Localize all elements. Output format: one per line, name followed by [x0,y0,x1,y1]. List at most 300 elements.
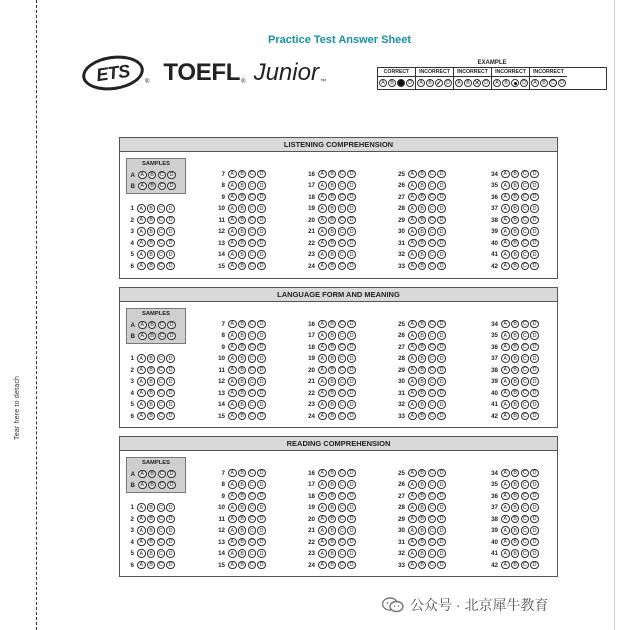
answer-bubble-b[interactable]: B [418,469,427,478]
answer-bubble-a[interactable]: A [228,366,237,375]
answer-bubble-c[interactable]: C [428,204,437,213]
answer-bubble-b[interactable]: B [238,181,247,190]
answer-bubble-a[interactable]: A [137,250,146,259]
answer-bubble-d[interactable]: D [437,250,446,259]
answer-bubble-d[interactable]: D [257,377,266,386]
answer-bubble-c[interactable]: C [521,216,530,225]
answer-bubble-d[interactable]: D [530,320,539,329]
answer-bubble-b[interactable]: B [511,354,520,363]
answer-bubble-c[interactable]: C [521,354,530,363]
answer-bubble-c[interactable]: C [521,250,530,259]
answer-bubble-d[interactable]: D [437,469,446,478]
answer-bubble-d[interactable]: D [257,503,266,512]
answer-bubble-d[interactable]: D [437,366,446,375]
answer-bubble-c[interactable]: C [157,549,166,558]
answer-bubble-c[interactable]: C [157,412,166,421]
answer-bubble-b[interactable]: B [147,262,156,271]
answer-bubble-d[interactable]: D [257,204,266,213]
answer-bubble-c[interactable]: C [338,181,347,190]
answer-bubble-d[interactable]: D [347,538,356,547]
answer-bubble-d[interactable]: D [167,171,176,180]
answer-bubble-c[interactable]: C [521,492,530,501]
answer-bubble-c[interactable]: C [338,204,347,213]
answer-bubble-a[interactable]: A [501,492,510,501]
answer-bubble-b[interactable]: B [238,262,247,271]
answer-bubble-d[interactable]: D [437,262,446,271]
answer-bubble-b[interactable]: B [238,320,247,329]
answer-bubble-b[interactable]: B [511,320,520,329]
answer-bubble-b[interactable]: B [147,561,156,570]
answer-bubble-b[interactable]: B [238,515,247,524]
answer-bubble-c[interactable]: C [521,320,530,329]
answer-bubble-c[interactable]: C [428,526,437,535]
answer-bubble-c[interactable]: C [157,250,166,259]
answer-bubble-c[interactable]: C [248,227,257,236]
answer-bubble-c[interactable]: C [428,239,437,248]
answer-bubble-a[interactable]: A [501,549,510,558]
answer-bubble-d[interactable]: D [530,389,539,398]
answer-bubble-b[interactable]: B [147,250,156,259]
answer-bubble-a[interactable]: A [501,515,510,524]
answer-bubble-d[interactable]: D [437,216,446,225]
answer-bubble-d[interactable]: D [347,503,356,512]
answer-bubble-c[interactable]: C [248,366,257,375]
answer-bubble-b[interactable]: B [418,503,427,512]
answer-bubble-a[interactable]: A [228,343,237,352]
answer-bubble-d[interactable]: D [257,239,266,248]
answer-bubble-a[interactable]: A [501,400,510,409]
answer-bubble-c[interactable]: C [521,503,530,512]
answer-bubble-a[interactable]: A [318,526,327,535]
answer-bubble-b[interactable]: B [328,389,337,398]
answer-bubble-d[interactable]: D [257,549,266,558]
answer-bubble-d[interactable]: D [437,227,446,236]
answer-bubble-c[interactable]: C [248,503,257,512]
answer-bubble-d[interactable]: D [347,170,356,179]
answer-bubble-c[interactable]: C [338,320,347,329]
answer-bubble-b[interactable]: B [147,377,156,386]
answer-bubble-b[interactable]: B [511,492,520,501]
answer-bubble-d[interactable]: D [347,480,356,489]
answer-bubble-d[interactable]: D [166,515,175,524]
answer-bubble-b[interactable]: B [328,170,337,179]
answer-bubble-b[interactable]: B [147,515,156,524]
answer-bubble-d[interactable]: D [166,503,175,512]
answer-bubble-b[interactable]: B [238,354,247,363]
answer-bubble-a[interactable]: A [137,366,146,375]
answer-bubble-b[interactable]: B [328,239,337,248]
answer-bubble-a[interactable]: A [408,389,417,398]
answer-bubble-b[interactable]: B [328,250,337,259]
answer-bubble-d[interactable]: D [530,526,539,535]
answer-bubble-b[interactable]: B [147,366,156,375]
answer-bubble-a[interactable]: A [408,181,417,190]
answer-bubble-d[interactable]: D [347,227,356,236]
answer-bubble-d[interactable]: D [530,204,539,213]
answer-bubble-c[interactable]: C [521,389,530,398]
answer-bubble-c[interactable]: C [338,262,347,271]
answer-bubble-a[interactable]: A [408,549,417,558]
answer-bubble-a[interactable]: A [228,262,237,271]
answer-bubble-d[interactable]: D [347,239,356,248]
answer-bubble-a[interactable]: A [228,538,237,547]
answer-bubble-b[interactable]: B [328,204,337,213]
answer-bubble-d[interactable]: D [437,239,446,248]
answer-bubble-d[interactable]: D [437,492,446,501]
answer-bubble-d[interactable]: D [347,526,356,535]
answer-bubble-a[interactable]: A [318,561,327,570]
answer-bubble-d[interactable]: D [257,515,266,524]
answer-bubble-c[interactable]: C [248,262,257,271]
answer-bubble-c[interactable]: C [428,492,437,501]
answer-bubble-a[interactable]: A [137,389,146,398]
answer-bubble-c[interactable]: C [338,389,347,398]
answer-bubble-c[interactable]: C [521,526,530,535]
answer-bubble-b[interactable]: B [148,332,157,341]
answer-bubble-b[interactable]: B [328,412,337,421]
answer-bubble-a[interactable]: A [501,331,510,340]
answer-bubble-b[interactable]: B [148,171,157,180]
answer-bubble-b[interactable]: B [328,400,337,409]
answer-bubble-d[interactable]: D [166,400,175,409]
answer-bubble-d[interactable]: D [166,549,175,558]
answer-bubble-d[interactable]: D [257,561,266,570]
answer-bubble-c[interactable]: C [157,377,166,386]
answer-bubble-d[interactable]: D [257,354,266,363]
answer-bubble-a[interactable]: A [501,216,510,225]
answer-bubble-c[interactable]: C [521,480,530,489]
answer-bubble-d[interactable]: D [167,332,176,341]
answer-bubble-d[interactable]: D [166,526,175,535]
answer-bubble-a[interactable]: A [318,227,327,236]
answer-bubble-a[interactable]: A [408,366,417,375]
answer-bubble-a[interactable]: A [228,549,237,558]
answer-bubble-b[interactable]: B [418,561,427,570]
answer-bubble-d[interactable]: D [530,331,539,340]
answer-bubble-b[interactable]: B [418,227,427,236]
answer-bubble-d[interactable]: D [437,515,446,524]
answer-bubble-b[interactable]: B [148,470,157,479]
answer-bubble-b[interactable]: B [238,343,247,352]
answer-bubble-a[interactable]: A [501,469,510,478]
answer-bubble-b[interactable]: B [328,469,337,478]
answer-bubble-d[interactable]: D [257,469,266,478]
answer-bubble-b[interactable]: B [238,389,247,398]
answer-bubble-a[interactable]: A [318,549,327,558]
answer-bubble-b[interactable]: B [328,549,337,558]
answer-bubble-a[interactable]: A [137,549,146,558]
answer-bubble-c[interactable]: C [248,538,257,547]
answer-bubble-a[interactable]: A [501,366,510,375]
answer-bubble-d[interactable]: D [347,204,356,213]
answer-bubble-d[interactable]: D [437,181,446,190]
answer-bubble-b[interactable]: B [511,216,520,225]
answer-bubble-b[interactable]: B [328,193,337,202]
answer-bubble-a[interactable]: A [501,170,510,179]
answer-bubble-b[interactable]: B [238,204,247,213]
answer-bubble-a[interactable]: A [408,492,417,501]
answer-bubble-b[interactable]: B [511,239,520,248]
answer-bubble-a[interactable]: A [408,377,417,386]
answer-bubble-a[interactable]: A [501,526,510,535]
answer-bubble-d[interactable]: D [257,320,266,329]
answer-bubble-a[interactable]: A [228,561,237,570]
answer-bubble-b[interactable]: B [328,377,337,386]
answer-bubble-b[interactable]: B [147,239,156,248]
answer-bubble-b[interactable]: B [511,549,520,558]
answer-bubble-b[interactable]: B [418,492,427,501]
answer-bubble-b[interactable]: B [238,480,247,489]
answer-bubble-a[interactable]: A [228,354,237,363]
answer-bubble-c[interactable]: C [521,170,530,179]
answer-bubble-d[interactable]: D [347,343,356,352]
answer-bubble-c[interactable]: C [428,250,437,259]
answer-bubble-d[interactable]: D [166,227,175,236]
answer-bubble-c[interactable]: C [428,354,437,363]
answer-bubble-c[interactable]: C [158,171,167,180]
answer-bubble-a[interactable]: A [408,538,417,547]
answer-bubble-c[interactable]: C [157,526,166,535]
answer-bubble-c[interactable]: C [248,526,257,535]
answer-bubble-a[interactable]: A [408,503,417,512]
answer-bubble-a[interactable]: A [501,377,510,386]
answer-bubble-b[interactable]: B [418,181,427,190]
answer-bubble-a[interactable]: A [318,239,327,248]
answer-bubble-c[interactable]: C [248,354,257,363]
answer-bubble-b[interactable]: B [511,366,520,375]
answer-bubble-a[interactable]: A [408,526,417,535]
answer-bubble-a[interactable]: A [318,469,327,478]
answer-bubble-a[interactable]: A [228,480,237,489]
answer-bubble-a[interactable]: A [408,320,417,329]
answer-bubble-c[interactable]: C [338,343,347,352]
answer-bubble-a[interactable]: A [138,481,147,490]
answer-bubble-d[interactable]: D [257,492,266,501]
answer-bubble-d[interactable]: D [530,227,539,236]
answer-bubble-c[interactable]: C [248,343,257,352]
answer-bubble-c[interactable]: C [157,538,166,547]
answer-bubble-a[interactable]: A [318,492,327,501]
answer-bubble-d[interactable]: D [530,193,539,202]
answer-bubble-b[interactable]: B [511,227,520,236]
answer-bubble-c[interactable]: C [338,538,347,547]
answer-bubble-a[interactable]: A [318,515,327,524]
answer-bubble-c[interactable]: C [158,321,167,330]
answer-bubble-b[interactable]: B [238,366,247,375]
answer-bubble-c[interactable]: C [428,480,437,489]
answer-bubble-c[interactable]: C [428,343,437,352]
answer-bubble-a[interactable]: A [318,331,327,340]
answer-bubble-a[interactable]: A [228,239,237,248]
answer-bubble-b[interactable]: B [511,515,520,524]
answer-bubble-c[interactable]: C [428,538,437,547]
answer-bubble-c[interactable]: C [157,503,166,512]
answer-bubble-a[interactable]: A [318,366,327,375]
answer-bubble-d[interactable]: D [437,480,446,489]
answer-bubble-a[interactable]: A [318,412,327,421]
answer-bubble-c[interactable]: C [157,204,166,213]
answer-bubble-a[interactable]: A [228,204,237,213]
answer-bubble-d[interactable]: D [437,400,446,409]
answer-bubble-c[interactable]: C [338,503,347,512]
answer-bubble-c[interactable]: C [521,227,530,236]
answer-bubble-a[interactable]: A [501,250,510,259]
answer-bubble-b[interactable]: B [147,538,156,547]
answer-bubble-a[interactable]: A [137,204,146,213]
answer-bubble-c[interactable]: C [521,515,530,524]
answer-bubble-c[interactable]: C [248,250,257,259]
answer-bubble-c[interactable]: C [338,170,347,179]
answer-bubble-c[interactable]: C [428,193,437,202]
answer-bubble-b[interactable]: B [511,503,520,512]
answer-bubble-a[interactable]: A [501,320,510,329]
answer-bubble-d[interactable]: D [437,354,446,363]
answer-bubble-d[interactable]: D [347,354,356,363]
answer-bubble-a[interactable]: A [138,321,147,330]
answer-bubble-a[interactable]: A [408,227,417,236]
answer-bubble-c[interactable]: C [157,239,166,248]
answer-bubble-b[interactable]: B [148,481,157,490]
answer-bubble-d[interactable]: D [166,216,175,225]
answer-bubble-d[interactable]: D [166,354,175,363]
answer-bubble-a[interactable]: A [501,480,510,489]
answer-bubble-b[interactable]: B [328,538,337,547]
answer-bubble-c[interactable]: C [157,389,166,398]
answer-bubble-a[interactable]: A [318,538,327,547]
answer-bubble-a[interactable]: A [408,262,417,271]
answer-bubble-d[interactable]: D [437,503,446,512]
answer-bubble-a[interactable]: A [137,227,146,236]
answer-bubble-b[interactable]: B [147,216,156,225]
answer-bubble-d[interactable]: D [437,526,446,535]
answer-bubble-a[interactable]: A [228,412,237,421]
answer-bubble-a[interactable]: A [228,170,237,179]
answer-bubble-b[interactable]: B [418,216,427,225]
answer-bubble-d[interactable]: D [530,492,539,501]
answer-bubble-d[interactable]: D [347,515,356,524]
answer-bubble-a[interactable]: A [408,343,417,352]
answer-bubble-b[interactable]: B [511,343,520,352]
answer-bubble-b[interactable]: B [511,526,520,535]
answer-bubble-d[interactable]: D [530,250,539,259]
answer-bubble-d[interactable]: D [437,549,446,558]
answer-bubble-a[interactable]: A [318,343,327,352]
answer-bubble-c[interactable]: C [521,377,530,386]
answer-bubble-d[interactable]: D [530,377,539,386]
answer-bubble-d[interactable]: D [530,216,539,225]
answer-bubble-d[interactable]: D [347,193,356,202]
answer-bubble-a[interactable]: A [501,181,510,190]
answer-bubble-b[interactable]: B [238,412,247,421]
answer-bubble-a[interactable]: A [318,204,327,213]
answer-bubble-c[interactable]: C [428,469,437,478]
answer-bubble-a[interactable]: A [318,262,327,271]
answer-bubble-c[interactable]: C [428,320,437,329]
answer-bubble-b[interactable]: B [418,239,427,248]
answer-bubble-a[interactable]: A [228,503,237,512]
answer-bubble-c[interactable]: C [338,400,347,409]
answer-bubble-b[interactable]: B [418,549,427,558]
answer-bubble-d[interactable]: D [257,193,266,202]
answer-bubble-a[interactable]: A [408,250,417,259]
answer-bubble-b[interactable]: B [511,250,520,259]
answer-bubble-d[interactable]: D [347,262,356,271]
answer-bubble-a[interactable]: A [137,526,146,535]
answer-bubble-a[interactable]: A [408,204,417,213]
answer-bubble-a[interactable]: A [408,354,417,363]
answer-bubble-b[interactable]: B [148,321,157,330]
answer-bubble-b[interactable]: B [418,400,427,409]
answer-bubble-b[interactable]: B [238,250,247,259]
answer-bubble-b[interactable]: B [418,538,427,547]
answer-bubble-a[interactable]: A [408,216,417,225]
answer-bubble-d[interactable]: D [257,262,266,271]
answer-bubble-d[interactable]: D [166,204,175,213]
answer-bubble-d[interactable]: D [257,526,266,535]
answer-bubble-a[interactable]: A [318,216,327,225]
answer-bubble-d[interactable]: D [530,480,539,489]
answer-bubble-d[interactable]: D [347,366,356,375]
answer-bubble-d[interactable]: D [166,262,175,271]
answer-bubble-b[interactable]: B [328,366,337,375]
answer-bubble-b[interactable]: B [328,331,337,340]
answer-bubble-b[interactable]: B [147,549,156,558]
answer-bubble-b[interactable]: B [328,515,337,524]
answer-bubble-d[interactable]: D [347,320,356,329]
answer-bubble-c[interactable]: C [338,227,347,236]
answer-bubble-c[interactable]: C [338,515,347,524]
answer-bubble-a[interactable]: A [228,216,237,225]
answer-bubble-b[interactable]: B [418,193,427,202]
answer-bubble-c[interactable]: C [248,515,257,524]
answer-bubble-a[interactable]: A [137,400,146,409]
answer-bubble-b[interactable]: B [511,181,520,190]
answer-bubble-d[interactable]: D [530,354,539,363]
answer-bubble-d[interactable]: D [167,321,176,330]
answer-bubble-c[interactable]: C [428,503,437,512]
answer-bubble-d[interactable]: D [530,538,539,547]
answer-bubble-c[interactable]: C [248,377,257,386]
answer-bubble-b[interactable]: B [418,204,427,213]
answer-bubble-c[interactable]: C [428,561,437,570]
answer-bubble-b[interactable]: B [511,469,520,478]
answer-bubble-a[interactable]: A [501,239,510,248]
answer-bubble-c[interactable]: C [248,480,257,489]
answer-bubble-b[interactable]: B [147,503,156,512]
answer-bubble-b[interactable]: B [328,526,337,535]
answer-bubble-c[interactable]: C [521,400,530,409]
answer-bubble-c[interactable]: C [428,549,437,558]
answer-bubble-b[interactable]: B [511,193,520,202]
answer-bubble-a[interactable]: A [501,262,510,271]
answer-bubble-a[interactable]: A [501,227,510,236]
answer-bubble-a[interactable]: A [228,250,237,259]
answer-bubble-a[interactable]: A [137,216,146,225]
answer-bubble-a[interactable]: A [408,400,417,409]
answer-bubble-d[interactable]: D [257,331,266,340]
answer-bubble-b[interactable]: B [328,227,337,236]
answer-bubble-d[interactable]: D [530,170,539,179]
answer-bubble-a[interactable]: A [228,389,237,398]
answer-bubble-b[interactable]: B [511,561,520,570]
answer-bubble-a[interactable]: A [408,515,417,524]
answer-bubble-b[interactable]: B [328,216,337,225]
answer-bubble-d[interactable]: D [257,250,266,259]
answer-bubble-a[interactable]: A [138,171,147,180]
answer-bubble-c[interactable]: C [521,239,530,248]
answer-bubble-d[interactable]: D [437,320,446,329]
answer-bubble-c[interactable]: C [428,366,437,375]
